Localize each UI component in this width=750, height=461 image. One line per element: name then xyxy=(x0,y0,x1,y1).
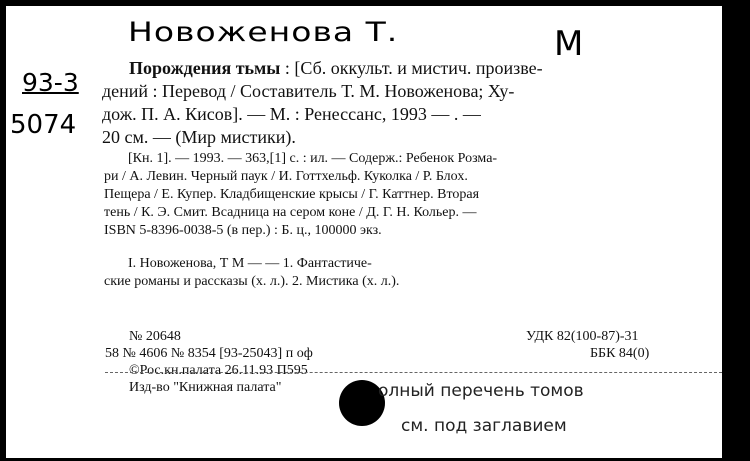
volume-line-2: ри / А. Левин. Черный паук / И. Готтхельф. Куколка / Р. Блох. xyxy=(104,169,468,184)
separator-line xyxy=(105,372,722,373)
volume-line-1: [Кн. 1]. — 1993. — 363,[1] с. : ил. — Содерж.: Ребенок Розма- xyxy=(128,151,498,166)
catalog-card xyxy=(6,6,722,458)
entry-line-3: дож. П. А. Кисов]. — М. : Ренессанс, 1993 — . — xyxy=(102,104,481,124)
subject-line-1: I. Новоженова, Т М — — 1. Фантастиче- xyxy=(128,256,372,271)
udk-code: УДК 82(100-87)-31 xyxy=(526,329,639,344)
footer-codes: 58 № 4606 № 8354 [93-25043] п оф xyxy=(105,346,313,361)
publisher-line: Изд-во "Книжная палата" xyxy=(129,380,282,395)
stamp-line-1: олный перечень томов xyxy=(378,381,584,401)
copyright-line: ©Рос.кн.палата 26.11.93 П595 xyxy=(129,363,308,378)
scan-border-right xyxy=(724,0,750,461)
entry-line-1 xyxy=(129,58,543,79)
entry-line-2: дений : Перевод / Составитель Т. М. Новоженова; Ху- xyxy=(102,81,515,101)
volume-line-4: тень / К. Э. Смит. Всадница на сером коне / Д. Г. Н. Кольер. — xyxy=(104,205,477,220)
handwritten-author: Новоженова Т. xyxy=(128,16,399,48)
bbk-code: ББК 84(0) xyxy=(590,346,650,361)
volume-line-3: Пещера / Е. Купер. Кладбищенские крысы / Г. Каттнер. Вторая xyxy=(104,187,480,202)
handwritten-inventory-number: 5074 xyxy=(10,110,77,140)
entry-line-1-rest: : [Сб. оккульт. и мистич. произве- xyxy=(280,58,543,78)
entry-title: Порождения тьмы xyxy=(129,58,281,78)
handwritten-mark: М xyxy=(554,24,584,64)
handwritten-shelf-number: 93-3 xyxy=(22,68,79,97)
volume-line-5: ISBN 5-8396-0038-5 (в пер.) : Б. ц., 100000 экз. xyxy=(104,223,382,238)
stamp-line-2: см. под заглавием xyxy=(401,416,567,436)
entry-line-4: 20 см. — (Мир мистики). xyxy=(102,127,296,147)
subject-line-2: ские романы и рассказы (х. л.). 2. Мистика (х. л.). xyxy=(104,274,400,289)
card-number: № 20648 xyxy=(129,329,181,344)
